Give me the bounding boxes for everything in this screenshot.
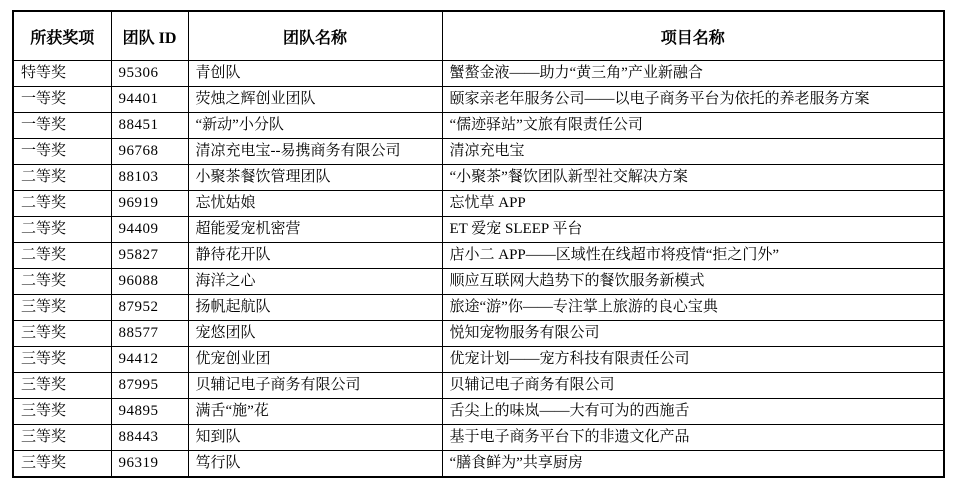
award-cell: 一等奖 — [13, 113, 111, 139]
team-name-cell: 静待花开队 — [188, 243, 442, 269]
award-cell: 二等奖 — [13, 191, 111, 217]
team-name-cell: 忘忧姑娘 — [188, 191, 442, 217]
table-body — [13, 61, 944, 478]
team-name-cell: 贝辅记电子商务有限公司 — [188, 373, 442, 399]
project-name-cell: 舌尖上的味岚——大有可为的西施舌 — [442, 399, 944, 425]
table-row — [13, 347, 944, 373]
table-row — [13, 139, 944, 165]
award-cell: 三等奖 — [13, 373, 111, 399]
team-name-cell: 知到队 — [188, 425, 442, 451]
team-id-cell: 96319 — [111, 451, 188, 478]
project-name-cell: 顺应互联网大趋势下的餐饮服务新模式 — [442, 269, 944, 295]
award-cell: 一等奖 — [13, 139, 111, 165]
table-row — [13, 321, 944, 347]
project-name-cell: 贝辅记电子商务有限公司 — [442, 373, 944, 399]
award-cell: 三等奖 — [13, 451, 111, 478]
team-id-cell: 96919 — [111, 191, 188, 217]
project-name-cell: 悦知宠物服务有限公司 — [442, 321, 944, 347]
project-name-cell: 蟹螯金液——助力“黄三角”产业新融合 — [442, 61, 944, 87]
table-row — [13, 191, 944, 217]
table-row — [13, 425, 944, 451]
table-row — [13, 373, 944, 399]
table-row — [13, 243, 944, 269]
table-row — [13, 451, 944, 478]
award-cell: 二等奖 — [13, 243, 111, 269]
team-id-cell: 95827 — [111, 243, 188, 269]
team-id-cell: 94409 — [111, 217, 188, 243]
project-name-cell: “膳食鲜为”共享厨房 — [442, 451, 944, 478]
award-cell: 特等奖 — [13, 61, 111, 87]
awards-table — [12, 10, 945, 478]
team-id-cell: 88103 — [111, 165, 188, 191]
team-id-cell: 94401 — [111, 87, 188, 113]
project-name-cell: 颐家亲老年服务公司——以电子商务平台为依托的养老服务方案 — [442, 87, 944, 113]
column-header-team-name: 团队名称 — [188, 11, 442, 61]
team-name-cell: 海洋之心 — [188, 269, 442, 295]
column-header-team-id: 团队 ID — [111, 11, 188, 61]
team-id-cell: 95306 — [111, 61, 188, 87]
column-header-project-name: 项目名称 — [442, 11, 944, 61]
award-cell: 三等奖 — [13, 425, 111, 451]
team-name-cell: 青创队 — [188, 61, 442, 87]
table-row — [13, 61, 944, 87]
table-row — [13, 113, 944, 139]
team-id-cell: 88451 — [111, 113, 188, 139]
project-name-cell: 基于电子商务平台下的非遗文化产品 — [442, 425, 944, 451]
team-name-cell: 扬帆起航队 — [188, 295, 442, 321]
team-name-cell: “新动”小分队 — [188, 113, 442, 139]
award-cell: 三等奖 — [13, 347, 111, 373]
team-name-cell: 荧烛之辉创业团队 — [188, 87, 442, 113]
project-name-cell: 优宠计划——宠方科技有限责任公司 — [442, 347, 944, 373]
team-name-cell: 清凉充电宝--易携商务有限公司 — [188, 139, 442, 165]
project-name-cell: “小聚茶”餐饮团队新型社交解决方案 — [442, 165, 944, 191]
team-name-cell: 满舌“施”花 — [188, 399, 442, 425]
team-name-cell: 笃行队 — [188, 451, 442, 478]
team-id-cell: 96768 — [111, 139, 188, 165]
project-name-cell: “儒迹驿站”文旅有限责任公司 — [442, 113, 944, 139]
team-id-cell: 94412 — [111, 347, 188, 373]
table-row — [13, 87, 944, 113]
award-cell: 三等奖 — [13, 295, 111, 321]
award-cell: 二等奖 — [13, 165, 111, 191]
award-cell: 三等奖 — [13, 399, 111, 425]
team-id-cell: 87952 — [111, 295, 188, 321]
award-cell: 二等奖 — [13, 269, 111, 295]
project-name-cell: 旅途“游”你——专注掌上旅游的良心宝典 — [442, 295, 944, 321]
project-name-cell: 忘忧草 APP — [442, 191, 944, 217]
team-id-cell: 94895 — [111, 399, 188, 425]
award-cell: 三等奖 — [13, 321, 111, 347]
team-id-cell: 88443 — [111, 425, 188, 451]
award-cell: 一等奖 — [13, 87, 111, 113]
project-name-cell: 清凉充电宝 — [442, 139, 944, 165]
table-header-row — [13, 11, 944, 61]
table-row — [13, 217, 944, 243]
table-row — [13, 165, 944, 191]
team-id-cell: 96088 — [111, 269, 188, 295]
team-name-cell: 宠悠团队 — [188, 321, 442, 347]
column-header-award: 所获奖项 — [13, 11, 111, 61]
table-row — [13, 295, 944, 321]
project-name-cell: ET 爱宠 SLEEP 平台 — [442, 217, 944, 243]
table-row — [13, 399, 944, 425]
team-name-cell: 优宠创业团 — [188, 347, 442, 373]
project-name-cell: 店小二 APP——区域性在线超市将疫情“拒之门外” — [442, 243, 944, 269]
team-name-cell: 小聚茶餐饮管理团队 — [188, 165, 442, 191]
award-cell: 二等奖 — [13, 217, 111, 243]
table-row — [13, 269, 944, 295]
team-id-cell: 88577 — [111, 321, 188, 347]
team-name-cell: 超能爱宠机密营 — [188, 217, 442, 243]
team-id-cell: 87995 — [111, 373, 188, 399]
